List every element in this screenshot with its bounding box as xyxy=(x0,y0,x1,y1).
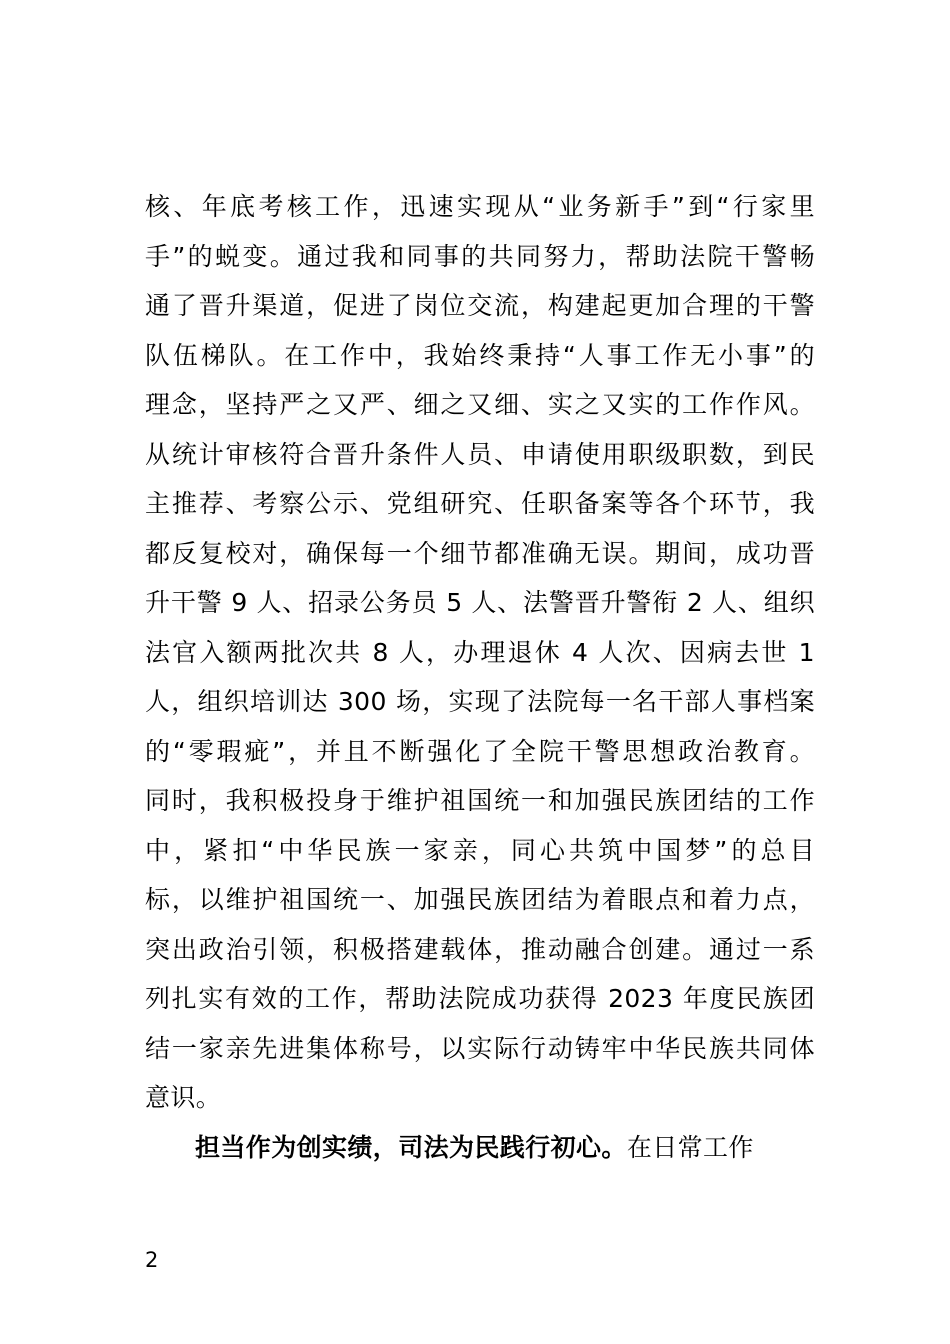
text-line: 从统计审核符合晋升条件人员、申请使用职级职数，到民 xyxy=(145,439,815,469)
text-line: 的“零瑕疵”，并且不断强化了全院干警思想政治教育。 xyxy=(145,736,815,766)
text-line: 队伍梯队。在工作中，我始终秉持“人事工作无小事”的 xyxy=(145,340,815,370)
text-line: 人，组织培训达 300 场，实现了法院每一名干部人事档案 xyxy=(145,687,815,716)
text-line: 理念，坚持严之又严、细之又细、实之又实的工作作风。 xyxy=(145,390,815,419)
text-line: 手”的蜕变。通过我和同事的共同努力，帮助法院干警畅 xyxy=(145,241,815,271)
text-line: 通了晋升渠道，促进了岗位交流，构建起更加合理的干警 xyxy=(145,291,815,320)
text-line: 核、年底考核工作，迅速实现从“业务新手”到“行家里 xyxy=(145,192,815,221)
text-line: 法官入额两批次共 8 人，办理退休 4 人次、因病去世 1 xyxy=(145,637,815,667)
paragraph-start-line xyxy=(145,1123,815,1173)
text-line: 意识。 xyxy=(145,1083,222,1112)
paragraph-text: 在日常工作 xyxy=(626,1132,754,1162)
page-number: 2 xyxy=(145,1248,159,1272)
text-line: 同时，我积极投身于维护祖国统一和加强民族团结的工作 xyxy=(145,786,815,815)
paragraph-heading: 担当作为创实绩，司法为民践行初心。 xyxy=(195,1132,627,1162)
text-line: 突出政治引领，积极搭建载体，推动融合创建。通过一系 xyxy=(145,934,815,964)
text-line: 都反复校对，确保每一个细节都准确无误。期间，成功晋 xyxy=(145,538,815,568)
body-text xyxy=(145,182,815,1172)
text-line: 列扎实有效的工作，帮助法院成功获得 2023 年度民族团 xyxy=(145,984,815,1013)
text-line: 中，紧扣“中华民族一家亲，同心共筑中国梦”的总目 xyxy=(145,835,815,865)
text-line: 主推荐、考察公示、党组研究、任职备案等各个环节，我 xyxy=(145,489,815,518)
text-line: 结一家亲先进集体称号，以实际行动铸牢中华民族共同体 xyxy=(145,1033,815,1063)
text-line: 标，以维护祖国统一、加强民族团结为着眼点和着力点， xyxy=(145,885,815,914)
text-line: 升干警 9 人、招录公务员 5 人、法警晋升警衔 2 人、组织 xyxy=(145,588,815,617)
